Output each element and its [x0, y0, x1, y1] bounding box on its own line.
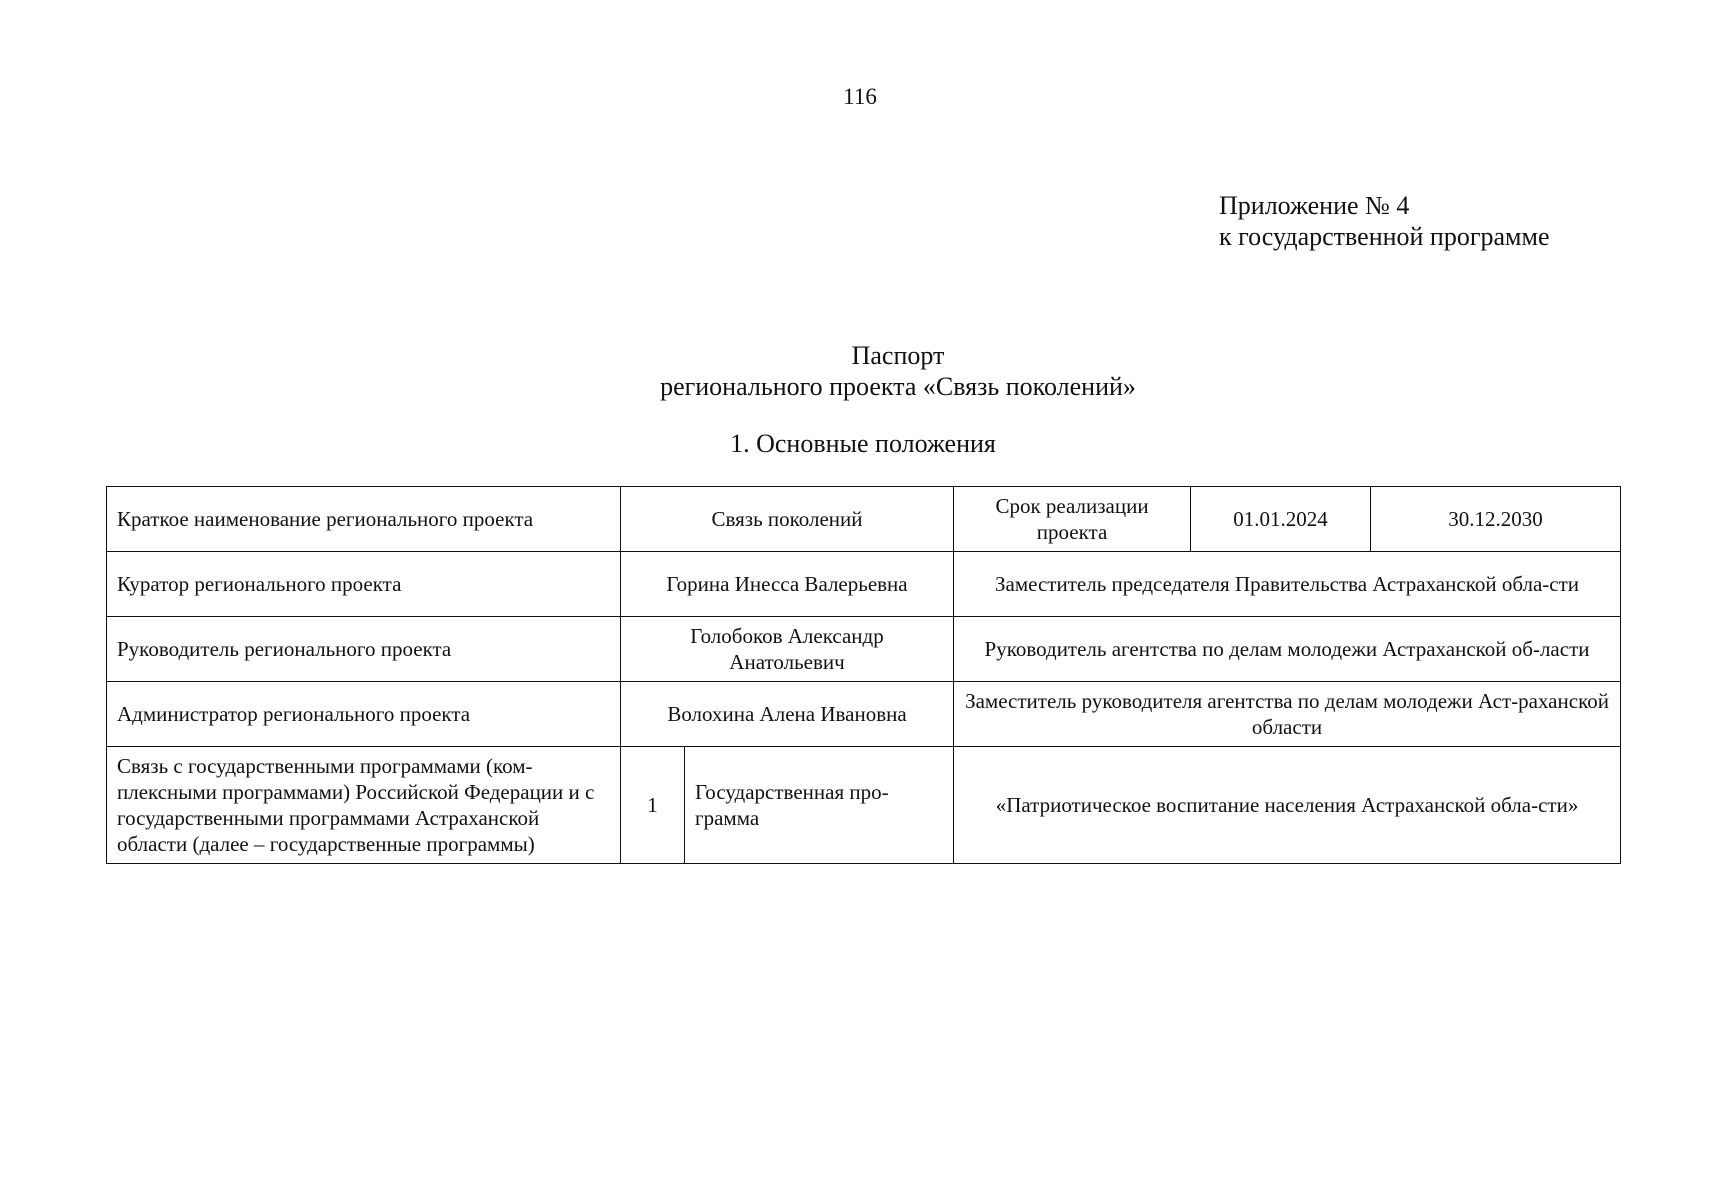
appendix-line-1: Приложение № 4 — [1219, 191, 1410, 220]
page-number: 116 — [843, 84, 877, 109]
appendix-line-2: к государственной программе — [1219, 222, 1550, 251]
administrator-name: Волохина Алена Ивановна — [621, 682, 954, 747]
short-name-label: Краткое наименование регионального проекта — [107, 487, 621, 552]
document-title — [0, 340, 1720, 402]
administrator-label: Администратор регионального проекта — [107, 682, 621, 747]
administrator-position: Заместитель руководителя агентства по делам молодежи Аст-раханской области — [954, 682, 1621, 747]
table-row — [107, 617, 1621, 682]
table-row — [107, 487, 1621, 552]
program-number: 1 — [621, 747, 685, 864]
curator-name: Горина Инесса Валерьевна — [621, 552, 954, 617]
table-row — [107, 552, 1621, 617]
passport-table — [106, 486, 1621, 864]
manager-name: Голобоков Александр Анатольевич — [621, 617, 954, 682]
end-date: 30.12.2030 — [1371, 487, 1621, 552]
programs-link-label: Связь с государственными программами (ком-плексными программами) Российской Федерации и с государственными программами Астраханской области (далее – государственные программы) — [107, 747, 621, 864]
table-row — [107, 682, 1621, 747]
section-title: 1. Основные положения — [730, 429, 996, 458]
start-date: 01.01.2024 — [1191, 487, 1371, 552]
short-name-value: Связь поколений — [621, 487, 954, 552]
curator-label: Куратор регионального проекта — [107, 552, 621, 617]
curator-position: Заместитель председателя Правительства Астраханской обла-сти — [954, 552, 1621, 617]
title-line-2: регионального проекта «Связь поколений» — [660, 372, 1136, 401]
title-line-1: Паспорт — [851, 341, 945, 370]
term-label: Срок реализации проекта — [954, 487, 1191, 552]
program-name: «Патриотическое воспитание населения Астраханской обла-сти» — [954, 747, 1621, 864]
table-row — [107, 747, 1621, 864]
manager-label: Руководитель регионального проекта — [107, 617, 621, 682]
manager-position: Руководитель агентства по делам молодежи Астраханской об-ласти — [954, 617, 1621, 682]
program-type: Государственная про-грамма — [685, 747, 954, 864]
appendix-note — [1219, 190, 1550, 252]
